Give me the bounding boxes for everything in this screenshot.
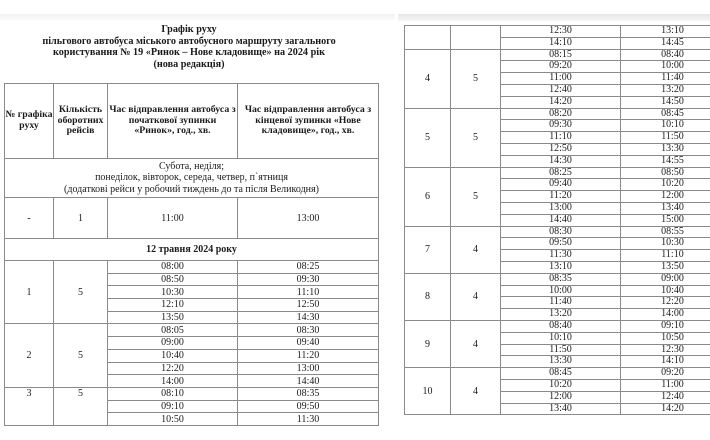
end-time-cell: 13:00 bbox=[238, 362, 379, 375]
date-row bbox=[5, 239, 379, 261]
end-time-cell: 14:40 bbox=[238, 375, 379, 388]
schedule-no-cell: 3 bbox=[5, 387, 54, 425]
end-time-cell: 11:50 bbox=[621, 132, 710, 144]
header-depart-start: Час відправлення автобуса з початкової зупинки «Ринок», год., хв. bbox=[108, 84, 238, 159]
end-time-cell: 09:40 bbox=[238, 337, 379, 350]
start-time-cell: 08:30 bbox=[501, 226, 621, 238]
end-time-cell: 08:30 bbox=[238, 324, 379, 337]
start-time-cell: 08:15 bbox=[501, 49, 621, 61]
page-edge-shadow bbox=[398, 14, 710, 21]
end-time-cell: 10:30 bbox=[621, 238, 710, 250]
start-time-cell: 11:40 bbox=[501, 297, 621, 309]
note-line: понеділок, вівторок, середа, четвер, п`ятниця bbox=[95, 172, 288, 184]
end-time-cell: 09:00 bbox=[621, 273, 710, 285]
end-time-cell: 11:20 bbox=[238, 349, 379, 362]
table-row bbox=[405, 320, 710, 332]
start-time-cell: 08:35 bbox=[501, 273, 621, 285]
schedule-no-cell: - bbox=[5, 198, 54, 239]
title-line: Графік руху bbox=[161, 24, 217, 35]
schedule-no-cell: 7 bbox=[405, 226, 451, 273]
end-time-cell: 09:10 bbox=[621, 320, 710, 332]
trips-cell: 4 bbox=[451, 320, 501, 367]
start-time-cell: 09:50 bbox=[501, 238, 621, 250]
start-time-cell: 11:00 bbox=[501, 73, 621, 85]
table-row bbox=[405, 368, 710, 380]
start-time-cell: 12:30 bbox=[501, 26, 621, 38]
end-time-cell: 14:50 bbox=[621, 96, 710, 108]
start-time-cell: 11:30 bbox=[501, 250, 621, 262]
start-time-cell: 14:20 bbox=[501, 96, 621, 108]
start-time-cell: 08:00 bbox=[108, 261, 238, 274]
start-time-cell: 14:30 bbox=[501, 155, 621, 167]
schedule-no-cell: 1 bbox=[5, 261, 54, 324]
start-time-cell: 12:40 bbox=[501, 84, 621, 96]
start-time-cell: 13:50 bbox=[108, 311, 238, 324]
end-time-cell: 10:00 bbox=[621, 61, 710, 73]
start-time-cell: 10:30 bbox=[108, 286, 238, 299]
start-time-cell: 13:20 bbox=[501, 309, 621, 321]
end-time-cell: 12:20 bbox=[621, 297, 710, 309]
end-time-cell: 10:40 bbox=[621, 285, 710, 297]
end-time-cell: 10:20 bbox=[621, 179, 710, 191]
end-time-cell: 09:20 bbox=[621, 368, 710, 380]
schedule-table-part2 bbox=[404, 25, 710, 415]
end-time-cell: 15:00 bbox=[621, 214, 710, 226]
schedule-table-part1 bbox=[4, 83, 379, 426]
end-time-cell: 08:40 bbox=[621, 49, 710, 61]
start-time-cell: 11:20 bbox=[501, 191, 621, 203]
end-time-cell: 12:40 bbox=[621, 391, 710, 403]
end-time-cell: 09:50 bbox=[238, 400, 379, 413]
start-time-cell: 12:20 bbox=[108, 362, 238, 375]
end-time-cell: 13:20 bbox=[621, 84, 710, 96]
start-time-cell: 14:10 bbox=[501, 37, 621, 49]
trips-cell: 4 bbox=[451, 368, 501, 415]
end-time-cell: 11:30 bbox=[238, 413, 379, 426]
end-time-cell: 14:20 bbox=[621, 403, 710, 415]
trips-cell: 5 bbox=[54, 387, 108, 425]
end-time-cell: 14:45 bbox=[621, 37, 710, 49]
end-time-cell: 13:50 bbox=[621, 261, 710, 273]
start-time-cell: 10:10 bbox=[501, 332, 621, 344]
end-time-cell: 14:30 bbox=[238, 311, 379, 324]
start-time-cell: 08:40 bbox=[501, 320, 621, 332]
schedule-no-cell: 4 bbox=[405, 49, 451, 108]
table-row bbox=[405, 49, 710, 61]
start-time-cell: 08:05 bbox=[108, 324, 238, 337]
end-time-cell: 13:30 bbox=[621, 143, 710, 155]
header-trips-count: Кількість оборотних рейсів bbox=[54, 84, 108, 159]
start-time-cell: 09:40 bbox=[501, 179, 621, 191]
table-row bbox=[5, 198, 379, 239]
start-time-cell: 09:10 bbox=[108, 400, 238, 413]
trips-cell: 5 bbox=[451, 108, 501, 167]
end-time-cell: 11:10 bbox=[238, 286, 379, 299]
trips-cell: 5 bbox=[54, 324, 108, 387]
start-time-cell: 10:00 bbox=[501, 285, 621, 297]
table-row bbox=[5, 324, 379, 337]
start-time-cell: 08:50 bbox=[108, 273, 238, 286]
trips-cell bbox=[451, 26, 501, 50]
start-time-cell: 13:40 bbox=[501, 403, 621, 415]
document-title bbox=[0, 24, 378, 70]
start-time-cell: 11:10 bbox=[501, 132, 621, 144]
start-time-cell: 09:30 bbox=[501, 120, 621, 132]
start-time-cell: 14:40 bbox=[501, 214, 621, 226]
start-time-cell: 12:10 bbox=[108, 299, 238, 312]
start-time-cell: 11:00 bbox=[108, 198, 238, 239]
end-time-cell: 13:10 bbox=[621, 26, 710, 38]
end-time-cell: 08:25 bbox=[238, 261, 379, 274]
end-time-cell: 13:00 bbox=[238, 198, 379, 239]
title-line: користування № 19 «Ринок – Нове кладовище» на 2024 рік bbox=[53, 47, 325, 59]
end-time-cell: 11:00 bbox=[621, 379, 710, 391]
schedule-no-cell: 6 bbox=[405, 167, 451, 226]
table-row bbox=[405, 273, 710, 285]
trips-cell: 5 bbox=[451, 49, 501, 108]
end-time-cell: 10:50 bbox=[621, 332, 710, 344]
end-time-cell: 12:50 bbox=[238, 299, 379, 312]
start-time-cell: 12:50 bbox=[501, 143, 621, 155]
title-line: пільгового автобуса міського автобусного маршруту загального bbox=[42, 35, 336, 47]
end-time-cell: 11:40 bbox=[621, 73, 710, 85]
table-row bbox=[405, 167, 710, 179]
start-time-cell: 09:20 bbox=[501, 61, 621, 73]
note-row bbox=[5, 159, 379, 198]
header-row bbox=[5, 84, 379, 159]
schedule-no-cell bbox=[405, 26, 451, 50]
schedule-no-cell: 2 bbox=[5, 324, 54, 387]
start-time-cell: 13:00 bbox=[501, 202, 621, 214]
start-time-cell: 11:50 bbox=[501, 344, 621, 356]
start-time-cell: 13:10 bbox=[501, 261, 621, 273]
start-time-cell: 13:30 bbox=[501, 356, 621, 368]
start-time-cell: 08:45 bbox=[501, 368, 621, 380]
end-time-cell: 08:55 bbox=[621, 226, 710, 238]
end-time-cell: 08:45 bbox=[621, 108, 710, 120]
table-row bbox=[405, 108, 710, 120]
schedule-no-cell: 5 bbox=[405, 108, 451, 167]
start-time-cell: 10:40 bbox=[108, 349, 238, 362]
end-time-cell: 12:00 bbox=[621, 191, 710, 203]
start-time-cell: 08:10 bbox=[108, 387, 238, 400]
end-time-cell: 10:10 bbox=[621, 120, 710, 132]
trips-cell: 1 bbox=[54, 198, 108, 239]
table-row bbox=[405, 226, 710, 238]
trips-cell: 4 bbox=[451, 226, 501, 273]
start-time-cell: 12:00 bbox=[501, 391, 621, 403]
end-time-cell: 11:10 bbox=[621, 250, 710, 262]
start-time-cell: 10:20 bbox=[501, 379, 621, 391]
end-time-cell: 14:00 bbox=[621, 309, 710, 321]
end-time-cell: 09:30 bbox=[238, 273, 379, 286]
table-row bbox=[5, 387, 379, 400]
table-row bbox=[5, 261, 379, 274]
start-time-cell: 08:20 bbox=[501, 108, 621, 120]
schedule-no-cell: 8 bbox=[405, 273, 451, 320]
end-time-cell: 08:35 bbox=[238, 387, 379, 400]
start-time-cell: 09:00 bbox=[108, 337, 238, 350]
header-schedule-no: № графіка руху bbox=[5, 84, 54, 159]
end-time-cell: 13:40 bbox=[621, 202, 710, 214]
schedule-no-cell: 10 bbox=[405, 368, 451, 415]
header-depart-end: Час відправлення автобуса з кінцевої зупинки «Нове кладовище», год., хв. bbox=[238, 84, 379, 159]
end-time-cell: 08:50 bbox=[621, 167, 710, 179]
trips-cell: 5 bbox=[451, 167, 501, 226]
note-line: Субота, неділя; bbox=[158, 160, 225, 172]
start-time-cell: 14:00 bbox=[108, 375, 238, 388]
date-heading: 12 травня 2024 року bbox=[5, 239, 379, 261]
page-edge-shadow bbox=[0, 14, 395, 20]
start-time-cell: 08:25 bbox=[501, 167, 621, 179]
trips-cell: 5 bbox=[54, 261, 108, 324]
end-time-cell: 14:55 bbox=[621, 155, 710, 167]
schedule-no-cell: 9 bbox=[405, 320, 451, 367]
table-row bbox=[405, 26, 710, 38]
note-line: (додаткові рейси у робочий тиждень до та після Великодня) bbox=[64, 183, 319, 195]
end-time-cell: 14:10 bbox=[621, 356, 710, 368]
start-time-cell: 10:50 bbox=[108, 413, 238, 426]
trips-cell: 4 bbox=[451, 273, 501, 320]
end-time-cell: 12:30 bbox=[621, 344, 710, 356]
days-note bbox=[5, 159, 379, 198]
title-line: (нова редакція) bbox=[153, 58, 225, 70]
